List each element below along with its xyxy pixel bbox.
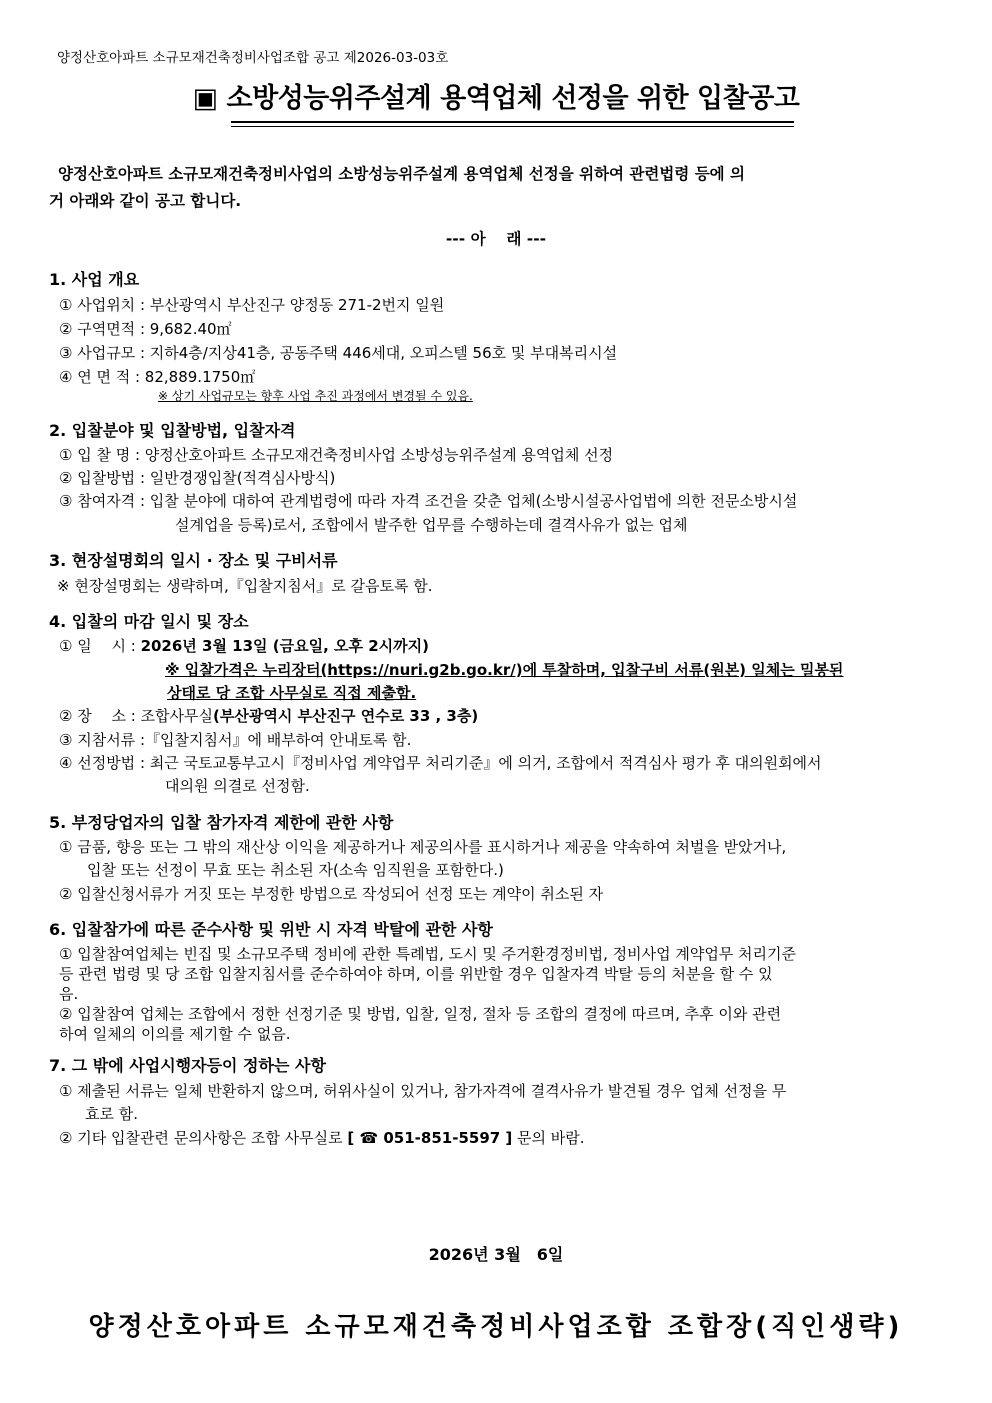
intro-paragraph bbox=[49, 161, 939, 215]
contact-phone: [ ☎ 051-851-5597 ] bbox=[347, 1129, 513, 1147]
s7-item-1: ① 제출된 서류는 일체 반환하지 않으며, 허위사실이 있거나, 참가자격에 결격사유가 발견될 경우 업체 선정을 무 bbox=[59, 1082, 787, 1100]
section-separator: --- 아 래 --- bbox=[445, 230, 547, 248]
s6-item-2-line-2: 하여 일체의 이의를 제기할 수 없음. bbox=[59, 1025, 291, 1043]
s1-item-area: ② 구역면적 : 9,682.40㎡ bbox=[59, 320, 232, 338]
s2-item-qualification: ③ 참여자격 : 입찰 분야에 대하여 관계법령에 따라 자격 조건을 갖춘 업체(소방시설공사업법에 의한 전문소방시설 bbox=[59, 492, 798, 510]
s1-item-location: ① 사업위치 : 부산광역시 부산진구 양정동 271-2번지 일원 bbox=[59, 296, 445, 314]
section-5-heading: 5. 부정당업자의 입찰 참가자격 제한에 관한 사항 bbox=[49, 813, 394, 832]
s7-item-2-text: ② 기타 입찰관련 문의사항은 조합 사무실로 bbox=[59, 1129, 348, 1147]
section-3-heading: 3. 현장설명회의 일시 · 장소 및 구비서류 bbox=[49, 551, 338, 570]
intro-line-2: 거 아래와 같이 공고 합니다. bbox=[49, 192, 242, 210]
s4-submission-note-1: ※ 입찰가격은 누리장터(https://nuri.g2b.go.kr/)에 투찰하며, 입찰구비 서류(원본) 일체는 밀봉된 bbox=[165, 661, 844, 679]
s1-item-floor-area: ④ 연 면 적 : 82,889.1750㎡ bbox=[59, 368, 256, 386]
s4-place-label: ② 장 소 : 조합사무실 bbox=[59, 707, 214, 725]
section-1-heading: 1. 사업 개요 bbox=[49, 270, 140, 289]
issuer-signature: 양정산호아파트 소규모재건축정비사업조합 조합장(직인생략) bbox=[88, 1312, 904, 1342]
title-underline-thin bbox=[231, 126, 794, 127]
notice-date: 2026년 3월 6일 bbox=[428, 1245, 564, 1264]
s1-item-scale: ③ 사업규모 : 지하4층/지상41층, 공동주택 446세대, 오피스텔 56호 및 부대복리시설 bbox=[59, 344, 618, 362]
s4-datetime-value: 2026년 3월 13일 (금요일, 오후 2시까지) bbox=[140, 637, 429, 655]
s2-item-name: ① 입 찰 명 : 양정산호아파트 소규모재건축정비사업 소방성능위주설계 용역업체 선정 bbox=[59, 446, 614, 464]
s3-text: ※ 현장설명회는 생략하며,『입찰지침서』로 갈음토록 함. bbox=[57, 577, 433, 595]
s7-item-2 bbox=[59, 1127, 585, 1148]
s1-note: ※ 상기 사업규모는 향후 사업 추진 과정에서 변경될 수 있음. bbox=[158, 389, 473, 403]
title-underline-thick bbox=[231, 121, 794, 123]
s7-item-1-cont: 효로 함. bbox=[85, 1105, 139, 1123]
s4-place-value: (부산광역시 부산진구 연수로 33 , 3층) bbox=[213, 707, 479, 725]
s4-item-place bbox=[59, 705, 478, 726]
section-4-heading: 4. 입찰의 마감 일시 및 장소 bbox=[49, 612, 249, 631]
s4-datetime-label: ① 일 시 : bbox=[59, 637, 141, 655]
section-7-heading: 7. 그 밖에 사업시행자등이 정하는 사항 bbox=[49, 1056, 326, 1075]
s2-item-qualification-cont: 설계업을 등록)로서, 조합에서 발주한 업무를 수행하는데 결격사유가 없는 업체 bbox=[175, 516, 688, 534]
s4-submission-note-2: 상태로 당 조합 사무실로 직접 제출함. bbox=[167, 684, 417, 702]
document-title: ▣ 소방성능위주설계 용역업체 선정을 위한 입찰공고 bbox=[192, 83, 800, 114]
intro-line-1: 양정산호아파트 소규모재건축정비사업의 소방성능위주설계 용역업체 선정을 위하여 관련법령 등에 의 bbox=[58, 165, 746, 183]
s5-item-1-cont: 입찰 또는 선정이 무효 또는 취소된 자(소속 임직원을 포함한다.) bbox=[87, 861, 504, 879]
s6-item-1-line-3: 음. bbox=[59, 985, 79, 1003]
s6-item-1-line-2: 등 관련 법령 및 당 조합 입찰지침서를 준수하여야 하며, 이를 위반할 경우 입찰자격 박탈 등의 처분을 할 수 있 bbox=[59, 965, 773, 983]
s2-item-method: ② 입찰방법 : 일반경쟁입찰(적격심사방식) bbox=[59, 469, 336, 487]
s5-item-1: ① 금품, 향응 또는 그 밖의 재산상 이익을 제공하거나 제공의사를 표시하거나 제공을 약속하여 처벌을 받았거나, bbox=[59, 838, 787, 856]
section-6-heading: 6. 입찰참가에 따른 준수사항 및 위반 시 자격 박탈에 관한 사항 bbox=[49, 920, 493, 939]
s4-item-datetime bbox=[59, 635, 429, 656]
s4-item-selection: ④ 선정방법 : 최근 국토교통부고시『정비사업 계약업무 처리기준』에 의거, 조합에서 적격심사 평가 후 대의원회에서 bbox=[59, 754, 822, 772]
notice-number: 양정산호아파트 소규모재건축정비사업조합 공고 제2026-03-03호 bbox=[57, 50, 449, 66]
s6-item-1-line-1: ① 입찰참여업체는 빈집 및 소규모주택 정비에 관한 특례법, 도시 및 주거환경정비법, 정비사업 계약업무 처리기준 bbox=[59, 945, 797, 963]
s7-item-2-suffix: 문의 바람. bbox=[512, 1129, 585, 1147]
s6-item-2-line-1: ② 입찰참여 업체는 조합에서 정한 선정기준 및 방법, 입찰, 일정, 절차 등 조합의 결정에 따르며, 추후 이와 관련 bbox=[59, 1005, 782, 1023]
s5-item-2: ② 입찰신청서류가 거짓 또는 부정한 방법으로 작성되어 선정 또는 계약이 취소된 자 bbox=[59, 885, 604, 903]
s4-item-documents: ③ 지참서류 :『입찰지침서』에 배부하여 안내토록 함. bbox=[59, 731, 412, 749]
section-2-heading: 2. 입찰분야 및 입찰방법, 입찰자격 bbox=[49, 421, 296, 440]
s4-item-selection-cont: 대의원 의결로 선정함. bbox=[165, 777, 310, 795]
